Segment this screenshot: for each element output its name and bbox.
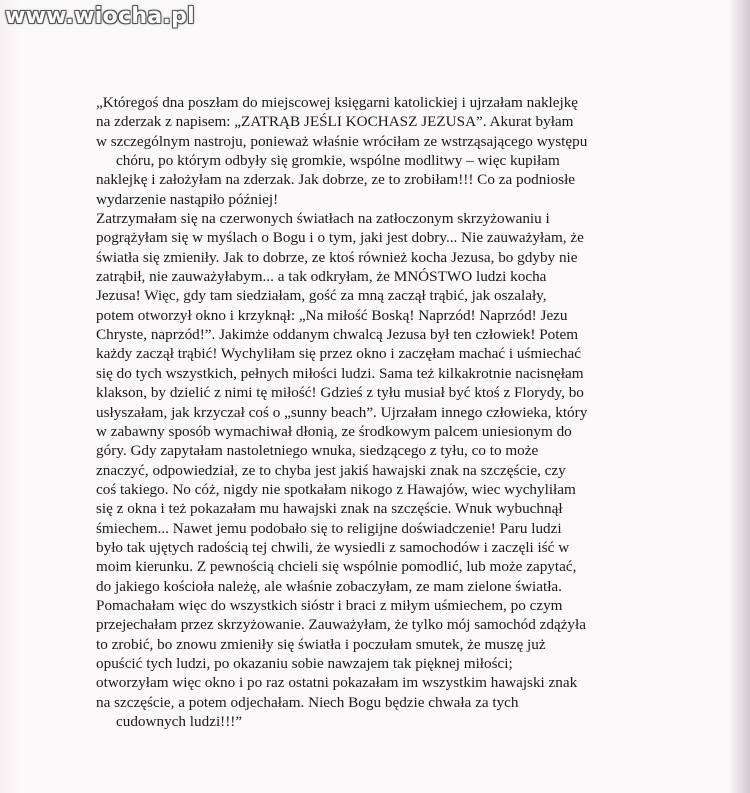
text-line: Zatrzymałam się na czerwonych światłach na zatłoczonym skrzyżowaniu i: [96, 210, 550, 228]
text-line: przejechałam przez skrzyżowanie. Zauważyłam, że tylko mój samochód zdążyła: [96, 616, 586, 634]
document-body: [96, 93, 666, 731]
text-line: chóru, po którym odbyły się gromkie, wspólne modlitwy – więc kupiłam: [116, 152, 560, 170]
text-line: do jakiego kościoła należę, ale właśnie zobaczyłam, ze mam zielone światła.: [96, 577, 562, 595]
text-line: było tak ujętych radością tej chwili, że wysiedli z samochodów i zaczęli iść w: [96, 538, 570, 556]
text-line: pogrążyłam się w myślach o Bogu i o tym, jaki jest dobry... Nie zauważyłam, że: [96, 229, 584, 247]
text-line: się do tych wszystkich, pełnych miłości ludzi. Sama też kilkakrotnie nacisnęłam: [96, 364, 584, 382]
text-line: „Któregoś dna poszłam do miejscowej księgarni katolickiej i ujrzałam naklejkę: [96, 94, 579, 111]
text-line: w zabawny sposób wymachiwał dłonią, ze środkowym palcem uniesionym do: [96, 422, 572, 440]
page-edge-shadow: [728, 0, 750, 793]
text-line: Jezusa! Więc, gdy tam siedziałam, gość za mną zaczął trąbić, jak oszalały,: [96, 287, 547, 305]
text-line: klakson, by dzielić z nimi tę miłość! Gdzieś z tyłu musiał być ktoś z Florydy, bo: [96, 384, 584, 402]
text-line: usłyszałam, jak krzyczał coś o „sunny beach”. Ujrzałam innego człowieka, który: [96, 403, 588, 421]
text-line: Chryste, naprzód!”. Jakimże oddanym chwalcą Jezusa był ten człowiek! Potem: [96, 326, 579, 344]
text-line: otworzyłam więc okno i po raz ostatni pokazałam im wszystkim hawajski znak: [96, 674, 578, 692]
text-line: coś takiego. No cóż, nigdy nie spotkałam nikogo z Hawajów, wiec wychyliłam: [96, 480, 576, 498]
text-line: góry. Gdy zapytałam nastoletniego wnuka, siedzącego z tyłu, co to może: [96, 442, 539, 460]
text-line: naklejkę i założyłam na zderzak. Jak dobrze, ze to zrobiłam!!! Co za podniosłe: [96, 171, 576, 189]
text-line: śmiechem... Nawet jemu podobało się to religijne doświadczenie! Paru ludzi: [96, 519, 562, 537]
text-line: w szczególnym nastroju, ponieważ właśnie wróciłam ze wstrząsającego występu: [96, 132, 588, 150]
text-line: każdy zaczął trąbić! Wychyliłam się przez okno i zaczęłam machać i uśmiechać: [96, 345, 581, 363]
text-line: wydarzenie nastąpiło później!: [96, 190, 279, 208]
text-line: opuścić tych ludzi, po okazaniu sobie nawzajem tak pięknej miłości;: [96, 654, 513, 672]
text-line: na zderzak z napisem: „ZATRĄB JEŚLI KOCHASZ JEZUSA”. Akurat byłam: [96, 113, 574, 131]
text-line: na szczęście, a potem odjechałam. Niech Bogu będzie chwała za tych: [96, 693, 519, 711]
text-line: potem otworzył okno i krzyknął: „Na miłość Boską! Naprzód! Naprzód! Jezu: [96, 306, 568, 324]
text-line: moim kierunku. Z pewnością chcieli się wspólnie pomodlić, lub może zapytać,: [96, 558, 577, 576]
text-line: znaczyć, odpowiedział, ze to chyba jest jakiś hawajski znak na szczęście, czy: [96, 461, 566, 479]
text-line: to zrobić, bo znowu zmieniły się światła i poczułam smutek, że muszę już: [96, 635, 546, 653]
text-line: cudownych ludzi!!!”: [116, 713, 243, 730]
text-line: Pomachałam więc do wszystkich sióstr i braci z miłym uśmiechem, po czym: [96, 596, 563, 614]
text-line: się z okna i też pokazałam mu hawajski znak na szczęście. Wnuk wybuchnął: [96, 500, 563, 518]
text-line: zatrąbił, nie zauważyłabym... a tak odkryłam, że MNÓSTWO ludzi kocha: [96, 268, 547, 286]
site-watermark: www.wiocha.pl: [5, 4, 195, 29]
text-line: światła się zmieniły. Jak to dobrze, ze ktoś również kocha Jezusa, bo gdyby nie: [96, 248, 578, 266]
